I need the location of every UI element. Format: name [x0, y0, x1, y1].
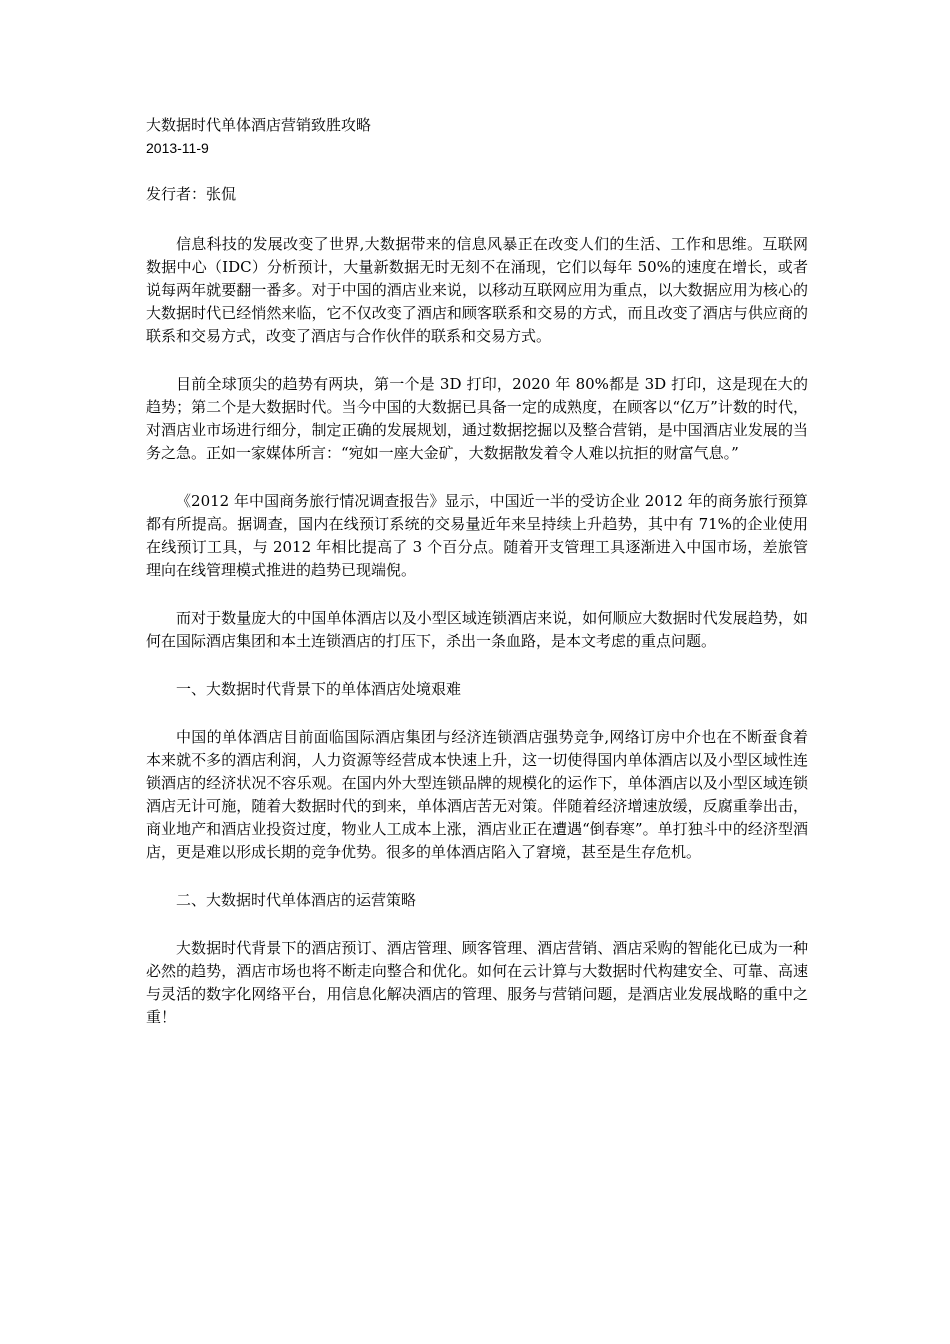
paragraph-1: 信息科技的发展改变了世界,大数据带来的信息风暴正在改变人们的生活、工作和思维。互联网数据中心（IDC）分析预计，大量新数据无时无刻不在涌现，它们以每年 50%的速度在增长，或者说每两年就要翻一番多。对于中国的酒店业来说，以移动互联网应用为重点，以大数据应用为核心的大数据时代已经悄然来临，它不仅改变了酒店和顾客联系和交易的方式，而且改变了酒店与供应商的联系和交易方式，改变了酒店与合作伙伴的联系和交易方式。 — [146, 235, 808, 345]
paragraph-5: 中国的单体酒店目前面临国际酒店集团与经济连锁酒店强势竞争,网络订房中介也在不断蚕食着本来就不多的酒店利润，人力资源等经营成本快速上升，这一切使得国内单体酒店以及小型区域性连锁酒店的经济状况不容乐观。在国内外大型连锁品牌的规模化的运作下，单体酒店以及小型区域连锁酒店无计可施，随着大数据时代的到来，单体酒店苦无对策。伴随着经济增速放缓，反腐重拳出击，商业地产和酒店业投资过度，物业人工成本上涨，酒店业正在遭遇“倒春寒”。单打独斗中的经济型酒店，更是难以形成长期的竞争优势。很多的单体酒店陷入了窘境，甚至是生存危机。 — [146, 728, 808, 861]
paragraph-3: 《2012 年中国商务旅行情况调查报告》显示，中国近一半的受访企业 2012 年的商务旅行预算都有所提高。据调查，国内在线预订系统的交易量近年来呈持续上升趋势，其中有 71%的企业使用在线预订工具，与 2012 年相比提高了 3 个百分点。随着开支管理工具逐渐进入中国市场，差旅管理向在线管理模式推进的趋势已现端倪。 — [146, 492, 808, 579]
document-title: 大数据时代单体酒店营销致胜攻略 — [146, 116, 372, 134]
section-heading-1: 一、大数据时代背景下的单体酒店处境艰难 — [176, 680, 462, 698]
paragraph-4: 而对于数量庞大的中国单体酒店以及小型区域连锁酒店来说，如何顺应大数据时代发展趋势，如何在国际酒店集团和本土连锁酒店的打压下，杀出一条血路，是本文考虑的重点问题。 — [146, 609, 808, 650]
document-date: 2013-11-9 — [146, 140, 209, 156]
paragraph-2: 目前全球顶尖的趋势有两块，第一个是 3D 打印，2020 年 80%都是 3D 打印，这是现在大的趋势；第二个是大数据时代。当今中国的大数据已具备一定的成熟度，在顾客以“亿万”计数的时代，对酒店业市场进行细分，制定正确的发展规划，通过数据挖掘以及整合营销，是中国酒店业发展的当务之急。正如一家媒体所言：“宛如一座大金矿，大数据散发着令人难以抗拒的财富气息。” — [146, 375, 808, 462]
paragraph-6: 大数据时代背景下的酒店预订、酒店管理、顾客管理、酒店营销、酒店采购的智能化已成为一种必然的趋势，酒店市场也将不断走向整合和优化。如何在云计算与大数据时代构建安全、可靠、高速与灵活的数字化网络平台，用信息化解决酒店的管理、服务与营销问题，是酒店业发展战略的重中之重！ — [146, 939, 808, 1026]
section-heading-2: 二、大数据时代单体酒店的运营策略 — [176, 891, 417, 909]
document-page — [146, 114, 808, 1029]
document-author: 发行者：张侃 — [146, 185, 237, 203]
